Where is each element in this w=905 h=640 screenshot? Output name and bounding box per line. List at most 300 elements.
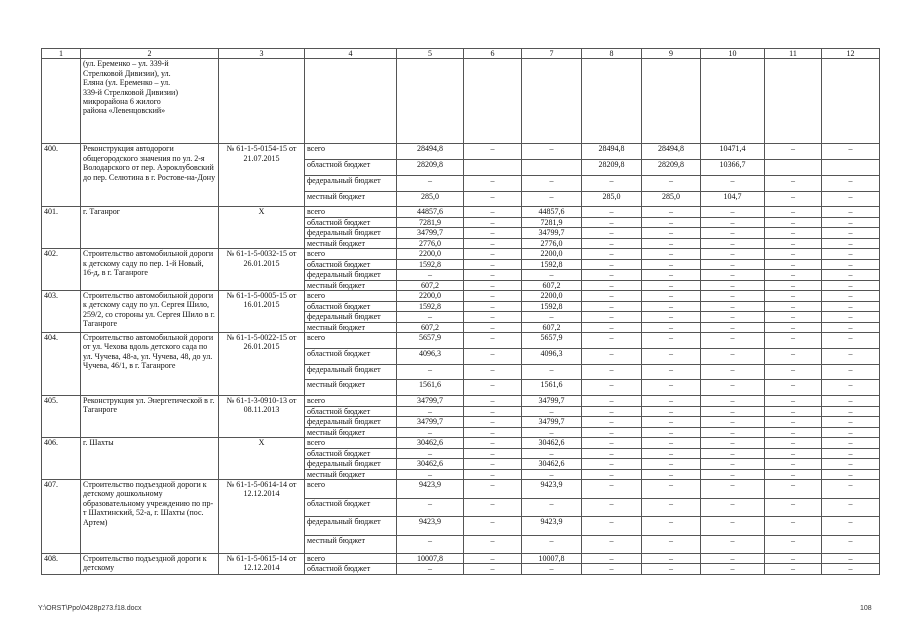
entry-document: № 61-1-5-0005-15 от 16.01.2015 [219, 291, 305, 333]
entry-document: № 61-1-5-0154-15 от 21.07.2015 [219, 144, 305, 207]
value-cell: 285,0 [397, 191, 464, 207]
value-cell: – [822, 217, 880, 228]
value-cell: – [522, 406, 582, 417]
value-cell: – [822, 228, 880, 239]
value-cell: – [522, 312, 582, 323]
value-cell: – [765, 191, 822, 207]
value-cell: – [701, 364, 765, 380]
value-cell: – [582, 364, 642, 380]
value-cell: 285,0 [642, 191, 701, 207]
value-cell: – [522, 469, 582, 480]
budget-label: местный бюджет [305, 427, 397, 438]
value-cell: – [642, 380, 701, 396]
value-cell: – [397, 312, 464, 323]
value-cell: – [701, 270, 765, 280]
value-cell: – [701, 554, 765, 564]
value-cell: – [582, 238, 642, 249]
value-cell: – [642, 406, 701, 417]
value-cell: – [397, 175, 464, 191]
value-cell: – [701, 259, 765, 269]
entry-name: Строительство подъездной дороги к детскому [81, 554, 219, 575]
value-cell: – [397, 564, 464, 574]
value-cell: 30462,6 [397, 459, 464, 470]
value-cell [464, 160, 522, 176]
value-cell: – [822, 312, 880, 323]
entry-name: Строительство автомобильной дороги к детскому саду по ул. Сергея Шило, 259/2, со стороны ул. Сергея Шило в г. Таганроге [81, 291, 219, 333]
value-cell: 2776,0 [397, 238, 464, 249]
column-header: 8 [582, 49, 642, 59]
value-cell: – [642, 228, 701, 239]
table-row [42, 207, 880, 218]
column-header: 2 [81, 49, 219, 59]
value-cell: – [522, 535, 582, 554]
value-cell: – [701, 312, 765, 323]
value-cell: – [582, 333, 642, 349]
entry-number: 401. [42, 207, 81, 249]
value-cell: – [642, 469, 701, 480]
table-row [42, 333, 880, 349]
value-cell: – [582, 535, 642, 554]
value-cell: 44857,6 [397, 207, 464, 218]
value-cell: 34799,7 [397, 396, 464, 407]
entry-name: Строительство автомобильной дороги от ул. Чехова вдоль детского сада по ул. Чучева, 48-а, ул. Чучева, 48, до ул. Чучева, 46/1, в г. Таганроге [81, 333, 219, 396]
entry-document: № 61-1-5-0615-14 от 12.12.2014 [219, 554, 305, 575]
value-cell: – [701, 459, 765, 470]
document-sheet [41, 48, 879, 575]
value-cell: – [464, 438, 522, 449]
value-cell: – [701, 175, 765, 191]
column-header: 12 [822, 49, 880, 59]
value-cell: – [522, 448, 582, 459]
value-cell: – [464, 498, 522, 517]
value-cell: – [642, 217, 701, 228]
value-cell: – [582, 301, 642, 312]
value-cell: – [582, 459, 642, 470]
value-cell: 4096,3 [522, 348, 582, 364]
value-cell: – [822, 333, 880, 349]
value-cell: 607,2 [397, 280, 464, 290]
entry-number: 400. [42, 144, 81, 207]
value-cell: – [582, 175, 642, 191]
value-cell: – [582, 228, 642, 239]
value-cell: 34799,7 [522, 228, 582, 239]
entry-document: № 61-1-3-0910-13 от 08.11.2013 [219, 396, 305, 438]
value-cell: – [701, 438, 765, 449]
value-cell: – [765, 217, 822, 228]
value-cell: 5657,9 [397, 333, 464, 349]
value-cell: – [701, 564, 765, 574]
value-cell: – [765, 469, 822, 480]
budget-label: всего [305, 396, 397, 407]
value-cell: – [642, 301, 701, 312]
value-cell: – [582, 448, 642, 459]
value-cell: – [701, 322, 765, 333]
table-row [42, 249, 880, 259]
value-cell: – [822, 406, 880, 417]
value-cell: – [822, 380, 880, 396]
entry-name: Реконструкция автодороги общегородского значения по ул. 2-я Володарского от пер. Аэроклубовский до пер. Селютина в г. Ростове-на-Дону [81, 144, 219, 207]
value-cell: – [642, 175, 701, 191]
budget-label: местный бюджет [305, 535, 397, 554]
value-cell: – [765, 498, 822, 517]
value-cell: – [822, 554, 880, 564]
value-cell: – [822, 427, 880, 438]
value-cell: – [464, 396, 522, 407]
value-cell: – [582, 312, 642, 323]
value-cell: 9423,9 [522, 517, 582, 536]
value-cell: – [701, 348, 765, 364]
entry-document: № 61-1-5-0022-15 от 26.01.2015 [219, 333, 305, 396]
value-cell: – [642, 238, 701, 249]
value-cell: – [822, 459, 880, 470]
value-cell: – [522, 144, 582, 160]
value-cell: – [701, 417, 765, 428]
value-cell: 5657,9 [522, 333, 582, 349]
value-cell: – [464, 459, 522, 470]
value-cell: – [765, 228, 822, 239]
value-cell: – [464, 291, 522, 302]
value-cell: – [582, 427, 642, 438]
value-cell: – [701, 498, 765, 517]
entry-name: Строительство подъездной дороги к детскому дошкольному образовательному учреждению по пр-т Шахтинский, 52-а, г. Шахты (пос. Артем) [81, 480, 219, 554]
value-cell: – [701, 238, 765, 249]
value-cell: – [822, 396, 880, 407]
value-cell: – [642, 348, 701, 364]
value-cell: – [397, 469, 464, 480]
budget-label: всего [305, 207, 397, 218]
value-cell: – [464, 417, 522, 428]
value-cell: – [464, 228, 522, 239]
value-cell: – [642, 448, 701, 459]
value-cell: – [582, 417, 642, 428]
value-cell: – [822, 175, 880, 191]
value-cell: – [464, 427, 522, 438]
value-cell: – [464, 207, 522, 218]
value-cell: 28209,8 [642, 160, 701, 176]
value-cell: – [765, 396, 822, 407]
column-header: 1 [42, 49, 81, 59]
value-cell: 28494,8 [397, 144, 464, 160]
value-cell: – [642, 554, 701, 564]
value-cell [522, 160, 582, 176]
value-cell: – [582, 498, 642, 517]
value-cell: – [701, 535, 765, 554]
value-cell: 1561,6 [397, 380, 464, 396]
value-cell: 1592,8 [522, 259, 582, 269]
budget-label: федеральный бюджет [305, 459, 397, 470]
value-cell: 34799,7 [522, 417, 582, 428]
column-header: 7 [522, 49, 582, 59]
value-cell: – [765, 535, 822, 554]
value-cell: – [464, 270, 522, 280]
entry-name: Реконструкция ул. Энергетической в г. Таганроге [81, 396, 219, 438]
column-header: 10 [701, 49, 765, 59]
value-cell: – [765, 175, 822, 191]
value-cell: – [464, 564, 522, 574]
value-cell: 1561,6 [522, 380, 582, 396]
value-cell: – [765, 291, 822, 302]
value-cell: – [701, 469, 765, 480]
value-cell: – [582, 249, 642, 259]
value-cell: 28494,8 [582, 144, 642, 160]
value-cell: – [701, 517, 765, 536]
entry-name: г. Шахты [81, 438, 219, 480]
value-cell: – [464, 249, 522, 259]
value-cell: – [642, 427, 701, 438]
value-cell: – [765, 259, 822, 269]
value-cell: – [701, 480, 765, 499]
value-cell: – [464, 238, 522, 249]
value-cell: – [822, 322, 880, 333]
entry-number: 403. [42, 291, 81, 333]
budget-table [41, 48, 880, 575]
value-cell: – [582, 348, 642, 364]
entry-number: 407. [42, 480, 81, 554]
value-cell: – [522, 191, 582, 207]
entry-number: 404. [42, 333, 81, 396]
table-row [42, 291, 880, 302]
value-cell: – [582, 280, 642, 290]
value-cell: – [642, 498, 701, 517]
value-cell: – [765, 270, 822, 280]
entry-name: г. Таганрог [81, 207, 219, 249]
value-cell: 1592,8 [397, 301, 464, 312]
value-cell: – [822, 301, 880, 312]
value-cell: – [765, 406, 822, 417]
column-header: 4 [305, 49, 397, 59]
value-cell: 28494,8 [642, 144, 701, 160]
value-cell: – [464, 406, 522, 417]
value-cell: – [765, 348, 822, 364]
budget-label: областной бюджет [305, 259, 397, 269]
value-cell: – [582, 259, 642, 269]
value-cell: – [701, 301, 765, 312]
value-cell [765, 160, 822, 176]
value-cell: – [464, 554, 522, 564]
value-cell: – [765, 459, 822, 470]
budget-label: областной бюджет [305, 348, 397, 364]
value-cell: 104,7 [701, 191, 765, 207]
value-cell: – [464, 469, 522, 480]
value-cell: 2200,0 [397, 249, 464, 259]
value-cell: – [701, 406, 765, 417]
value-cell: 30462,6 [397, 438, 464, 449]
entry-number: 406. [42, 438, 81, 480]
value-cell: – [822, 291, 880, 302]
budget-label: областной бюджет [305, 564, 397, 574]
value-cell: 9423,9 [397, 517, 464, 536]
value-cell: – [464, 448, 522, 459]
value-cell: – [642, 535, 701, 554]
budget-label: местный бюджет [305, 469, 397, 480]
value-cell: – [522, 175, 582, 191]
value-cell: – [765, 249, 822, 259]
value-cell: – [822, 348, 880, 364]
value-cell: 9423,9 [397, 480, 464, 499]
value-cell: – [642, 417, 701, 428]
table-row [42, 438, 880, 449]
value-cell: 2200,0 [397, 291, 464, 302]
budget-label: всего [305, 480, 397, 499]
value-cell: – [642, 364, 701, 380]
value-cell: – [642, 438, 701, 449]
footer-page-number: 108 [860, 605, 872, 612]
entry-document: № 61-1-5-0032-15 от 26.01.2015 [219, 249, 305, 291]
value-cell: 30462,6 [522, 459, 582, 470]
value-cell: 28209,8 [582, 160, 642, 176]
value-cell: – [464, 312, 522, 323]
budget-label: всего [305, 144, 397, 160]
value-cell: – [464, 517, 522, 536]
value-cell: – [397, 427, 464, 438]
budget-label: федеральный бюджет [305, 417, 397, 428]
value-cell: – [397, 406, 464, 417]
value-cell: 10471,4 [701, 144, 765, 160]
budget-label: местный бюджет [305, 280, 397, 290]
value-cell: 4096,3 [397, 348, 464, 364]
value-cell: 607,2 [397, 322, 464, 333]
value-cell: 34799,7 [522, 396, 582, 407]
value-cell: 2776,0 [522, 238, 582, 249]
value-cell: – [822, 564, 880, 574]
value-cell: – [582, 396, 642, 407]
value-cell: – [765, 280, 822, 290]
value-cell: – [582, 217, 642, 228]
value-cell: – [464, 364, 522, 380]
value-cell: – [642, 270, 701, 280]
entry-name: Строительство автомобильной дороги к детскому саду по пер. 1-й Новый, 16-д, в г. Таганроге [81, 249, 219, 291]
budget-label: областной бюджет [305, 498, 397, 517]
budget-label: местный бюджет [305, 322, 397, 333]
value-cell: – [582, 207, 642, 218]
budget-label: местный бюджет [305, 238, 397, 249]
value-cell: – [822, 517, 880, 536]
value-cell: – [582, 291, 642, 302]
value-cell: – [582, 322, 642, 333]
value-cell: – [765, 380, 822, 396]
header-row [42, 49, 880, 59]
value-cell: – [822, 498, 880, 517]
value-cell: – [765, 438, 822, 449]
value-cell: – [701, 207, 765, 218]
value-cell: – [464, 259, 522, 269]
value-cell: – [701, 427, 765, 438]
value-cell: – [397, 448, 464, 459]
budget-label: местный бюджет [305, 380, 397, 396]
value-cell: – [765, 517, 822, 536]
value-cell: – [822, 270, 880, 280]
value-cell: – [822, 480, 880, 499]
value-cell: – [464, 535, 522, 554]
value-cell: – [822, 417, 880, 428]
value-cell: 1592,8 [397, 259, 464, 269]
value-cell: 10007,8 [397, 554, 464, 564]
column-header: 11 [765, 49, 822, 59]
continuation-text: (ул. Еременко – ул. 339-й Стрелковой Дивизии), ул. Еляна (ул. Еременко – ул. 339-й Стрелковой Дивизии) микрорайона 6 жилого района «Левенцовский» [81, 59, 219, 144]
value-cell: – [642, 312, 701, 323]
value-cell: – [701, 380, 765, 396]
budget-label: федеральный бюджет [305, 517, 397, 536]
value-cell: – [397, 498, 464, 517]
value-cell: – [642, 396, 701, 407]
value-cell: – [642, 333, 701, 349]
budget-label: федеральный бюджет [305, 364, 397, 380]
value-cell: 34799,7 [397, 417, 464, 428]
column-header: 5 [397, 49, 464, 59]
value-cell: – [765, 554, 822, 564]
value-cell: – [765, 417, 822, 428]
value-cell: 2200,0 [522, 249, 582, 259]
value-cell: – [642, 459, 701, 470]
value-cell: – [765, 564, 822, 574]
value-cell: – [642, 280, 701, 290]
value-cell: 607,2 [522, 322, 582, 333]
footer-file-path: Y:\ORST\Ppo\0428p273.f18.docx [38, 605, 142, 612]
table-row [42, 554, 880, 564]
value-cell: – [822, 207, 880, 218]
value-cell: 1592,8 [522, 301, 582, 312]
budget-label: областной бюджет [305, 448, 397, 459]
entry-number: 402. [42, 249, 81, 291]
value-cell: – [464, 348, 522, 364]
value-cell: – [765, 238, 822, 249]
value-cell: 9423,9 [522, 480, 582, 499]
value-cell: – [522, 270, 582, 280]
value-cell: – [522, 498, 582, 517]
value-cell: – [642, 480, 701, 499]
budget-label: всего [305, 249, 397, 259]
value-cell: – [642, 564, 701, 574]
value-cell [822, 160, 880, 176]
table-row [42, 480, 880, 499]
value-cell: – [701, 396, 765, 407]
value-cell: 30462,6 [522, 438, 582, 449]
value-cell: – [822, 144, 880, 160]
value-cell: – [582, 380, 642, 396]
value-cell: – [822, 448, 880, 459]
value-cell: – [765, 480, 822, 499]
budget-label: федеральный бюджет [305, 312, 397, 323]
value-cell: – [397, 535, 464, 554]
entry-number: 408. [42, 554, 81, 575]
value-cell: – [642, 517, 701, 536]
value-cell: – [765, 144, 822, 160]
budget-label: областной бюджет [305, 301, 397, 312]
budget-label: всего [305, 333, 397, 349]
value-cell: – [464, 191, 522, 207]
table-row [42, 396, 880, 407]
value-cell: – [701, 217, 765, 228]
value-cell: – [765, 364, 822, 380]
value-cell: – [765, 312, 822, 323]
value-cell: – [582, 270, 642, 280]
value-cell: – [464, 380, 522, 396]
value-cell: – [464, 144, 522, 160]
value-cell: – [765, 427, 822, 438]
value-cell: – [701, 280, 765, 290]
value-cell: – [582, 406, 642, 417]
value-cell: – [582, 480, 642, 499]
continuation-row [42, 59, 880, 144]
value-cell: – [822, 259, 880, 269]
value-cell: – [765, 301, 822, 312]
budget-label: федеральный бюджет [305, 228, 397, 239]
value-cell: – [464, 217, 522, 228]
value-cell: – [642, 322, 701, 333]
value-cell: – [642, 249, 701, 259]
value-cell: 10007,8 [522, 554, 582, 564]
value-cell: – [822, 364, 880, 380]
